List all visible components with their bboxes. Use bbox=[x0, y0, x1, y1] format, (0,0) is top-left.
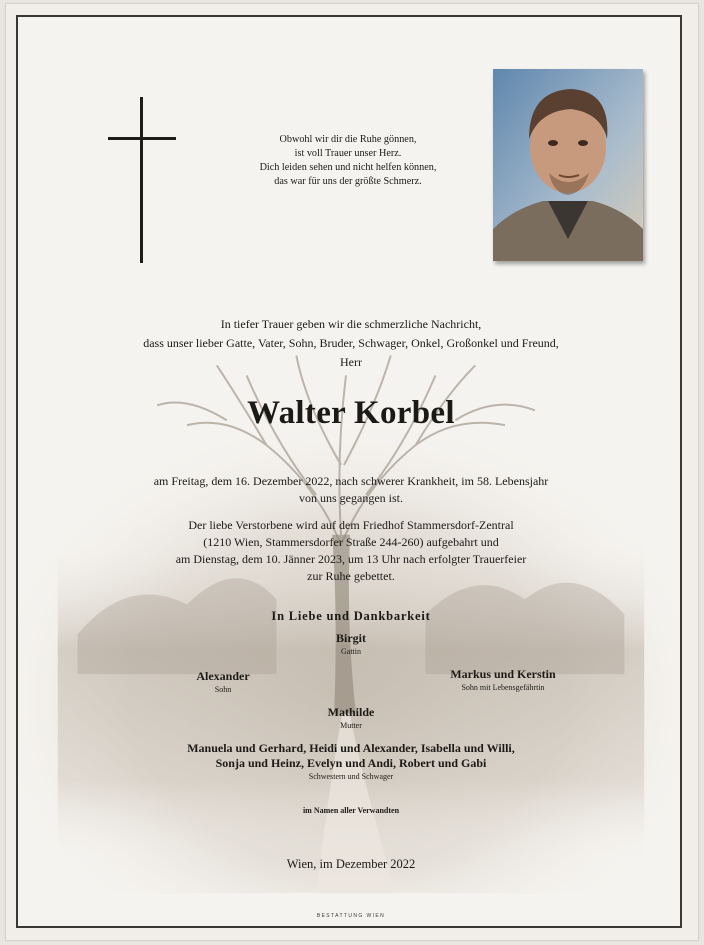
burial-line: Der liebe Verstorbene wird auf dem Friedhof Stammersdorf-Zentral bbox=[188, 518, 514, 532]
portrait-photo bbox=[493, 69, 643, 261]
mourner-role: Schwestern und Schwager bbox=[308, 772, 394, 781]
mourner-role: Mutter bbox=[340, 721, 362, 730]
death-line: am Freitag, dem 16. Dezember 2022, nach schwerer Krankheit, im 58. Lebensjahr bbox=[153, 474, 549, 488]
mourner-name: Birgit bbox=[336, 631, 366, 645]
announcement-intro bbox=[58, 315, 644, 372]
mourner-siblings bbox=[118, 741, 584, 782]
relatives-text: im Namen aller Verwandten bbox=[302, 806, 400, 815]
signoff-heading: In Liebe und Dankbarkeit bbox=[271, 609, 431, 623]
burial-line: am Dienstag, dem 10. Jänner 2023, um 13 Uhr nach erfolgter Trauerfeier bbox=[175, 552, 527, 566]
death-notice bbox=[78, 473, 624, 507]
mourner-name: Alexander bbox=[196, 669, 250, 683]
verse-line: das war für uns der größte Schmerz. bbox=[274, 176, 422, 187]
black-border-frame bbox=[16, 15, 682, 928]
mourner-son-partner bbox=[413, 667, 593, 693]
mourner-role: Gattin bbox=[341, 647, 361, 656]
funeral-service-logo: BESTATTUNG WIEN bbox=[316, 913, 386, 919]
burial-notice bbox=[78, 517, 624, 585]
verse-line: ist voll Trauer unser Herz. bbox=[294, 148, 402, 159]
mourner-role: Sohn mit Lebensgefährtin bbox=[461, 683, 545, 692]
burial-line: zur Ruhe gebettet. bbox=[307, 569, 395, 583]
mourner-role: Sohn bbox=[214, 685, 232, 694]
mourner-name: Manuela und Gerhard, Heidi und Alexander, Isabella und Willi, bbox=[187, 741, 515, 755]
mourner-name: Markus und Kerstin bbox=[450, 667, 556, 681]
intro-line: Herr bbox=[340, 355, 362, 369]
intro-line: In tiefer Trauer geben wir die schmerzliche Nachricht, bbox=[220, 317, 482, 331]
relatives-note bbox=[201, 805, 501, 816]
verse-line: Dich leiden sehen und nicht helfen können, bbox=[259, 162, 437, 173]
obituary-sheet bbox=[6, 4, 698, 940]
death-line: von uns gegangen ist. bbox=[299, 491, 403, 505]
announcement-body bbox=[78, 473, 624, 595]
deceased-name: Walter Korbel bbox=[247, 395, 455, 431]
cross-icon bbox=[108, 97, 178, 267]
intro-line: dass unser lieber Gatte, Vater, Sohn, Bruder, Schwager, Onkel, Großonkel und Freund, bbox=[143, 336, 559, 350]
mourner-son bbox=[158, 669, 288, 695]
mourner-wife bbox=[301, 631, 401, 657]
mourner-name: Sonja und Heinz, Evelyn und Andi, Robert und Gabi bbox=[215, 756, 487, 770]
verse-line: Obwohl wir dir die Ruhe gönnen, bbox=[279, 134, 417, 145]
mourner-mother bbox=[291, 705, 411, 731]
burial-line: (1210 Wien, Stammersdorfer Straße 244-260) aufgebahrt und bbox=[203, 535, 499, 549]
mourner-name: Mathilde bbox=[327, 705, 375, 719]
memorial-verse bbox=[198, 133, 498, 189]
place-and-date: Wien, im Dezember 2022 bbox=[286, 857, 416, 871]
